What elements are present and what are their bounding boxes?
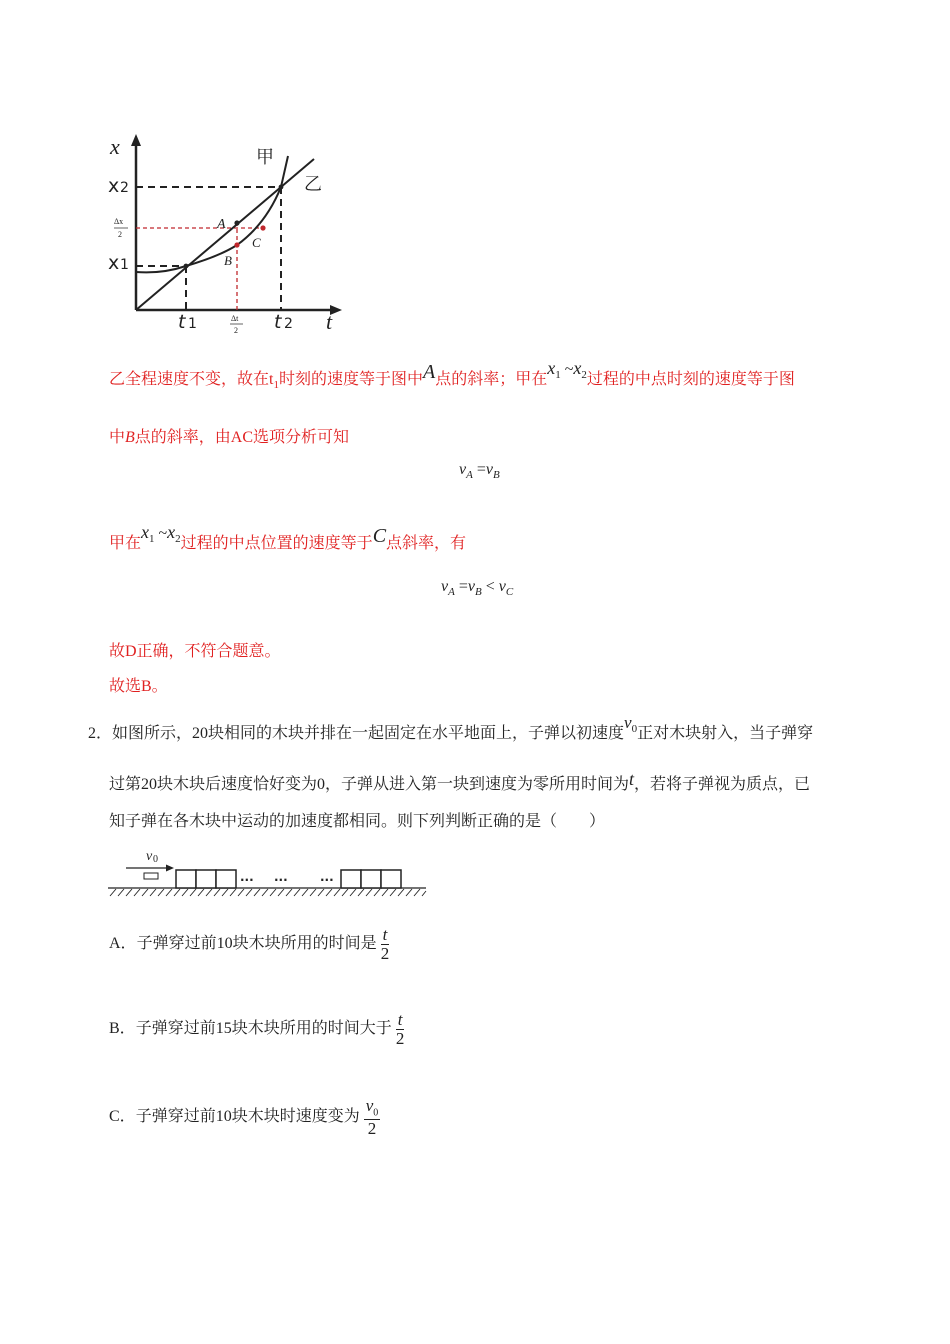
wood-blocks-right (341, 870, 401, 888)
t2-label: t (274, 311, 282, 333)
option-b-fraction: $\frac{t}{2}$ (395, 1010, 405, 1048)
wood-blocks-left (176, 870, 236, 888)
option-c-label: C． (109, 1108, 136, 1126)
axis-t-label: t (326, 309, 333, 334)
question-line-1: 2．如图所示，20块相同的木块并排在一起固定在水平地面上，子弹以初速度$v_0$正对木块射入，当子弹穿 (88, 713, 814, 742)
conclusion-2: 故选B。 (109, 678, 168, 695)
dx-den-label: 2 (118, 230, 122, 239)
point-b-label: B (224, 253, 232, 268)
question-line-2: 过第20块木块后速度恰好变为0，子弹从进入第一块到速度为零所用时间为t，若将子弹视为质点，已 (109, 769, 811, 793)
jia-curve (136, 156, 288, 272)
option-a-label: A． (109, 935, 137, 953)
point-b-dot (234, 242, 239, 247)
option-c-fraction: $\frac{v_0}{2}$ (365, 1096, 379, 1138)
wood-blocks-figure (106, 846, 428, 898)
axis-x-label: x (110, 134, 120, 159)
figure-v0-sub: 0 (153, 854, 158, 865)
figure-v0-label: v (146, 849, 153, 864)
jia-label: 甲 (256, 147, 274, 168)
yi-line (136, 159, 314, 310)
x1-label: x (108, 252, 120, 274)
intersection-dot-1 (184, 264, 189, 269)
dt-den-label: 2 (234, 326, 238, 335)
point-c-label: C (252, 235, 261, 250)
ellipsis-1: ··· (240, 873, 254, 887)
x1-sub-label: 1 (120, 257, 129, 273)
option-a-fraction: $\frac{t}{2}$ (380, 925, 390, 963)
t1-label: t (178, 311, 186, 333)
conclusion-1: 故D正确，不符合题意。 (109, 643, 281, 660)
vertical-axis-arrow (131, 134, 141, 146)
analysis-line-2: 中B点的斜率，由AC选项分析可知 (109, 429, 350, 446)
option-b-text: 子弹穿过前15块木块所用的时间大于 (135, 1020, 392, 1038)
option-a-text: 子弹穿过前10块木块所用的时间是 (136, 935, 377, 953)
x2-label: x (108, 175, 120, 197)
t1-sub-label: 1 (188, 316, 197, 332)
point-a-dot (234, 220, 239, 225)
dx-num-label: Δx (114, 217, 124, 226)
bullet (144, 873, 158, 879)
option-a[interactable] (109, 926, 389, 963)
ellipsis-2: ··· (274, 873, 288, 887)
dt-num-label: Δt (231, 314, 239, 323)
xt-graph (100, 130, 360, 340)
x2-sub-label: 2 (120, 180, 129, 196)
option-b-label: B． (109, 1020, 136, 1038)
point-c-dot (260, 225, 265, 230)
analysis-line-1: 乙全程速度不变，故在$t_1$时刻的速度等于图中A点的斜率；甲在$x_1$ $\sim x_2$过程的中点时刻的速度等于图 (109, 358, 795, 392)
intersection-dot-2 (279, 185, 284, 190)
point-a-label: A (217, 217, 226, 232)
yi-label: 乙 (304, 174, 322, 195)
t2-sub-label: 2 (284, 316, 293, 332)
velocity-arrow-head (166, 865, 174, 872)
ground-hatching (110, 889, 426, 896)
question-number: 2． (88, 725, 113, 742)
option-c-text: 子弹穿过前10块木块时速度变为 (135, 1108, 360, 1126)
ellipsis-3: ··· (320, 873, 334, 887)
option-c[interactable] (109, 1097, 380, 1138)
analysis-line-3: 甲在$x_1$ $\sim x_2$过程的中点位置的速度等于C点斜率，有 (109, 522, 467, 552)
equation-1: $v_A =v_B$ (459, 461, 500, 482)
equation-2: $v_A =v_B < v_C$ (441, 578, 514, 599)
option-b[interactable] (109, 1011, 404, 1048)
question-line-3: 知子弹在各木块中运动的加速度都相同。则下列判断正确的是（ ） (109, 813, 606, 830)
